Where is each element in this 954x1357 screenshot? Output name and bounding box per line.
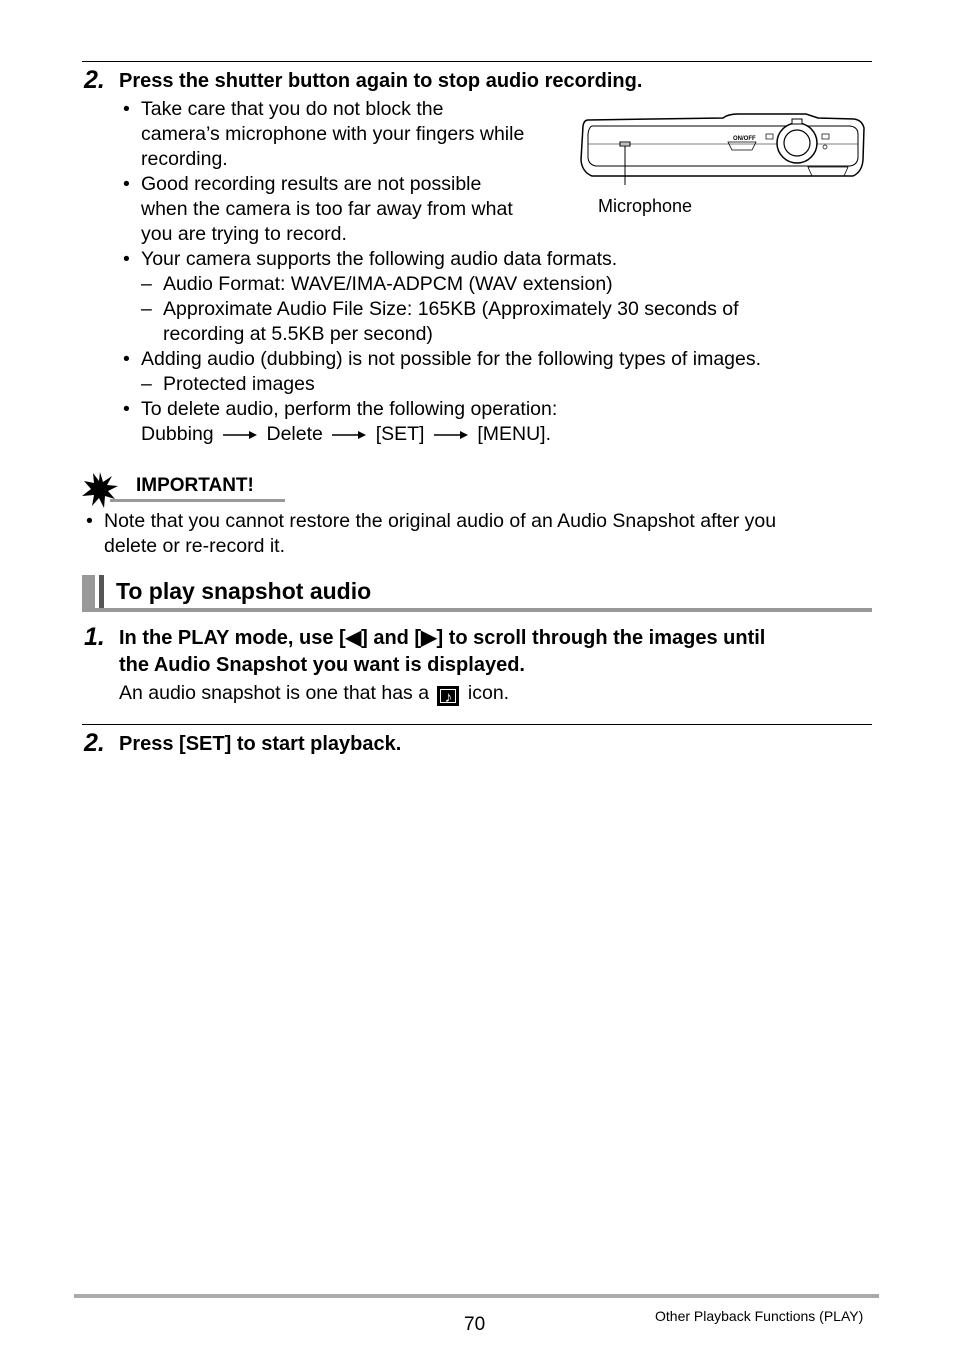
list-item: camera’s microphone with your fingers while — [141, 123, 525, 145]
important-burst-icon — [82, 472, 118, 508]
list-item: • Take care that you do not block the — [123, 98, 444, 120]
dash: – — [141, 298, 152, 320]
step-heading: Press the shutter button again to stop audio recording. — [119, 70, 643, 92]
step-number: 1. — [84, 623, 105, 651]
sub-item: recording at 5.5KB per second) — [163, 323, 433, 345]
step-number: 2. — [84, 66, 105, 94]
onoff-text: ON/OFF — [733, 136, 756, 142]
section-underline — [82, 608, 872, 612]
list-item: you are trying to record. — [141, 223, 347, 245]
operation-sequence: Dubbing Delete [SET] [MENU]. — [141, 423, 551, 445]
list-item: • Note that you cannot restore the original audio of an Audio Snapshot after you — [86, 510, 777, 532]
chapter-title: Other Playback Functions (PLAY) — [655, 1308, 864, 1324]
sub-item: – Audio Format: WAVE/IMA-ADPCM (WAV extension) — [141, 273, 613, 295]
bullet: • — [86, 510, 93, 532]
bullet: • — [123, 98, 130, 120]
list-item: • Good recording results are not possible — [123, 173, 482, 195]
section-marker — [82, 575, 95, 610]
list-item: • Adding audio (dubbing) is not possible for the following types of images. — [123, 348, 762, 370]
step-number: 2. — [84, 729, 105, 757]
section-title: To play snapshot audio — [116, 578, 372, 604]
section-marker-thin — [99, 575, 104, 610]
arrow-right-icon — [332, 430, 366, 440]
microphone-label: Microphone — [598, 196, 693, 216]
step-detail: An audio snapshot is one that has a ♪ icon. — [119, 682, 510, 706]
sub-item: – Approximate Audio File Size: 165KB (Approximately 30 seconds of — [141, 298, 739, 320]
list-item: recording. — [141, 148, 228, 170]
bullet: • — [123, 173, 130, 195]
list-item: delete or re-record it. — [104, 535, 285, 557]
arrow-right-icon — [434, 430, 468, 440]
list-item: • To delete audio, perform the following operation: — [123, 398, 558, 420]
step-heading: In the PLAY mode, use [◀] and [▶] to scroll through the images until the Audio Snapshot you want is displayed. — [119, 627, 766, 676]
camera-top-view-illustration — [578, 110, 868, 185]
footer-rule — [74, 1294, 879, 1298]
bullet: • — [123, 398, 130, 420]
top-rule — [82, 61, 872, 62]
important-underline — [110, 499, 285, 502]
step-rule — [82, 724, 872, 725]
important-label: IMPORTANT! — [136, 475, 254, 496]
bullet: • — [123, 348, 130, 370]
important-note — [86, 509, 776, 559]
arrow-right-icon — [223, 430, 257, 440]
list-item: • Your camera supports the following audio data formats. — [123, 248, 618, 270]
list-item: when the camera is too far away from what — [141, 198, 513, 220]
page-number: 70 — [464, 1314, 486, 1335]
dash: – — [141, 273, 152, 295]
sub-item: – Protected images — [141, 373, 315, 395]
step-heading: Press [SET] to start playback. — [119, 733, 402, 755]
dash: – — [141, 373, 152, 395]
bullet: • — [123, 248, 130, 270]
audio-snapshot-icon: ♪ — [437, 686, 459, 706]
